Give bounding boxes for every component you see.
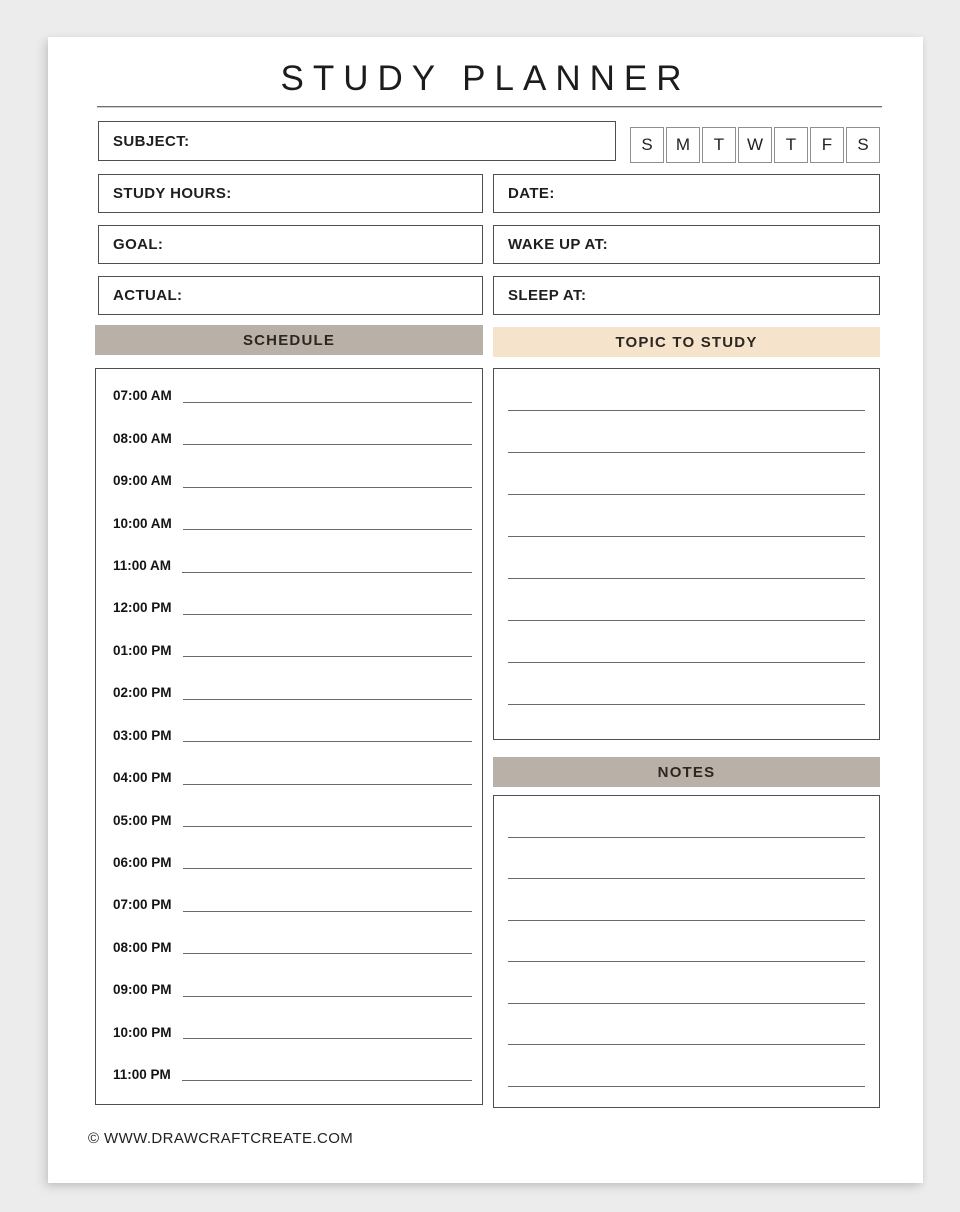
schedule-time-label: 06:00 PM [113, 854, 172, 870]
schedule-write-line[interactable] [183, 484, 472, 488]
schedule-slot [96, 601, 482, 615]
schedule-write-line[interactable] [183, 865, 472, 869]
topic-write-line[interactable] [508, 537, 865, 579]
topic-to-study-header [493, 327, 880, 357]
topic-to-study-header-label: TOPIC TO STUDY [615, 333, 758, 351]
schedule-slot [96, 644, 482, 658]
info-field-label: ACTUAL: [113, 287, 183, 304]
weekday-cell[interactable]: M [666, 127, 700, 163]
topic-write-line[interactable] [508, 411, 865, 453]
notes-write-line[interactable] [508, 1004, 865, 1046]
schedule-slot [96, 983, 482, 997]
schedule-slot [96, 432, 482, 446]
notes-header-label: NOTES [657, 763, 716, 781]
weekday-cell[interactable]: S [630, 127, 664, 163]
schedule-slot [96, 941, 482, 955]
schedule-slot [96, 559, 482, 573]
weekday-cell[interactable]: S [846, 127, 880, 163]
schedule-write-line[interactable] [183, 526, 472, 530]
schedule-write-line[interactable] [183, 611, 472, 615]
schedule-slot [96, 1068, 482, 1082]
schedule-write-line[interactable] [183, 738, 472, 742]
schedule-time-label: 09:00 PM [113, 982, 172, 998]
topic-write-line[interactable] [508, 621, 865, 663]
topic-write-line[interactable] [508, 495, 865, 537]
schedule-slot [96, 898, 482, 912]
schedule-time-label: 07:00 PM [113, 897, 172, 913]
info-field-label: STUDY HOURS: [113, 185, 232, 202]
schedule-slot [96, 389, 482, 403]
info-field[interactable] [493, 276, 880, 315]
schedule-time-label: 10:00 PM [113, 1024, 172, 1040]
notes-write-line[interactable] [508, 1045, 865, 1087]
topic-write-line[interactable] [508, 579, 865, 621]
schedule-time-label: 08:00 AM [113, 430, 172, 446]
topic-write-line[interactable] [508, 369, 865, 411]
schedule-write-line[interactable] [183, 823, 472, 827]
schedule-time-label: 11:00 PM [113, 1066, 171, 1082]
schedule-write-line[interactable] [182, 1077, 472, 1081]
notes-write-line[interactable] [508, 921, 865, 963]
schedule-time-label: 05:00 PM [113, 812, 172, 828]
schedule-time-label: 12:00 PM [113, 600, 172, 616]
schedule-time-label: 03:00 PM [113, 727, 172, 743]
info-field-label: GOAL: [113, 236, 164, 253]
schedule-slot [96, 771, 482, 785]
info-field[interactable] [98, 174, 483, 213]
info-field[interactable] [493, 225, 880, 264]
schedule-time-label: 04:00 PM [113, 770, 172, 786]
schedule-slot [96, 729, 482, 743]
title-divider [97, 106, 882, 108]
subject-label: SUBJECT: [113, 132, 190, 150]
subject-field[interactable] [98, 121, 616, 161]
schedule-slot [96, 474, 482, 488]
info-field-label: DATE: [508, 185, 555, 202]
schedule-time-label: 02:00 PM [113, 685, 172, 701]
schedule-write-line[interactable] [182, 569, 472, 573]
schedule-slot [96, 856, 482, 870]
notes-write-line[interactable] [508, 962, 865, 1004]
info-field-label: WAKE UP AT: [508, 236, 608, 253]
schedule-list [95, 368, 483, 1105]
notes-header [493, 757, 880, 787]
weekday-cell[interactable]: F [810, 127, 844, 163]
schedule-write-line[interactable] [183, 950, 472, 954]
schedule-time-label: 07:00 AM [113, 388, 172, 404]
schedule-write-line[interactable] [183, 781, 472, 785]
schedule-write-line[interactable] [183, 441, 472, 445]
info-field-label: SLEEP AT: [508, 287, 587, 304]
info-field[interactable] [493, 174, 880, 213]
copyright-credit: © WWW.DRAWCRAFTCREATE.COM [88, 1130, 354, 1147]
page-title: STUDY PLANNER [280, 59, 691, 98]
schedule-time-label: 08:00 PM [113, 939, 172, 955]
schedule-header-label: SCHEDULE [242, 331, 336, 349]
schedule-slot [96, 686, 482, 700]
schedule-header [95, 325, 483, 355]
schedule-write-line[interactable] [183, 696, 472, 700]
schedule-write-line[interactable] [183, 653, 472, 657]
schedule-write-line[interactable] [183, 399, 472, 403]
planner-page [48, 37, 923, 1183]
schedule-time-label: 09:00 AM [113, 473, 172, 489]
schedule-time-label: 11:00 AM [113, 558, 172, 574]
schedule-write-line[interactable] [183, 908, 472, 912]
info-fields-left [98, 174, 483, 315]
topic-write-line[interactable] [508, 663, 865, 705]
info-field[interactable] [98, 225, 483, 264]
notes-write-line[interactable] [508, 879, 865, 921]
schedule-slot [96, 1026, 482, 1040]
schedule-time-label: 01:00 PM [113, 642, 172, 658]
notes-write-line[interactable] [508, 796, 865, 838]
weekday-cell[interactable]: T [774, 127, 808, 163]
topic-to-study-box [493, 368, 880, 740]
weekday-selector [630, 127, 880, 163]
notes-box [493, 795, 880, 1108]
info-field[interactable] [98, 276, 483, 315]
schedule-time-label: 10:00 AM [113, 515, 172, 531]
weekday-cell[interactable]: T [702, 127, 736, 163]
schedule-write-line[interactable] [183, 1035, 472, 1039]
notes-write-line[interactable] [508, 838, 865, 880]
schedule-slot [96, 814, 482, 828]
schedule-write-line[interactable] [183, 993, 472, 997]
topic-write-line[interactable] [508, 453, 865, 495]
info-fields-right [493, 174, 880, 315]
schedule-slot [96, 517, 482, 531]
weekday-cell[interactable]: W [738, 127, 772, 163]
